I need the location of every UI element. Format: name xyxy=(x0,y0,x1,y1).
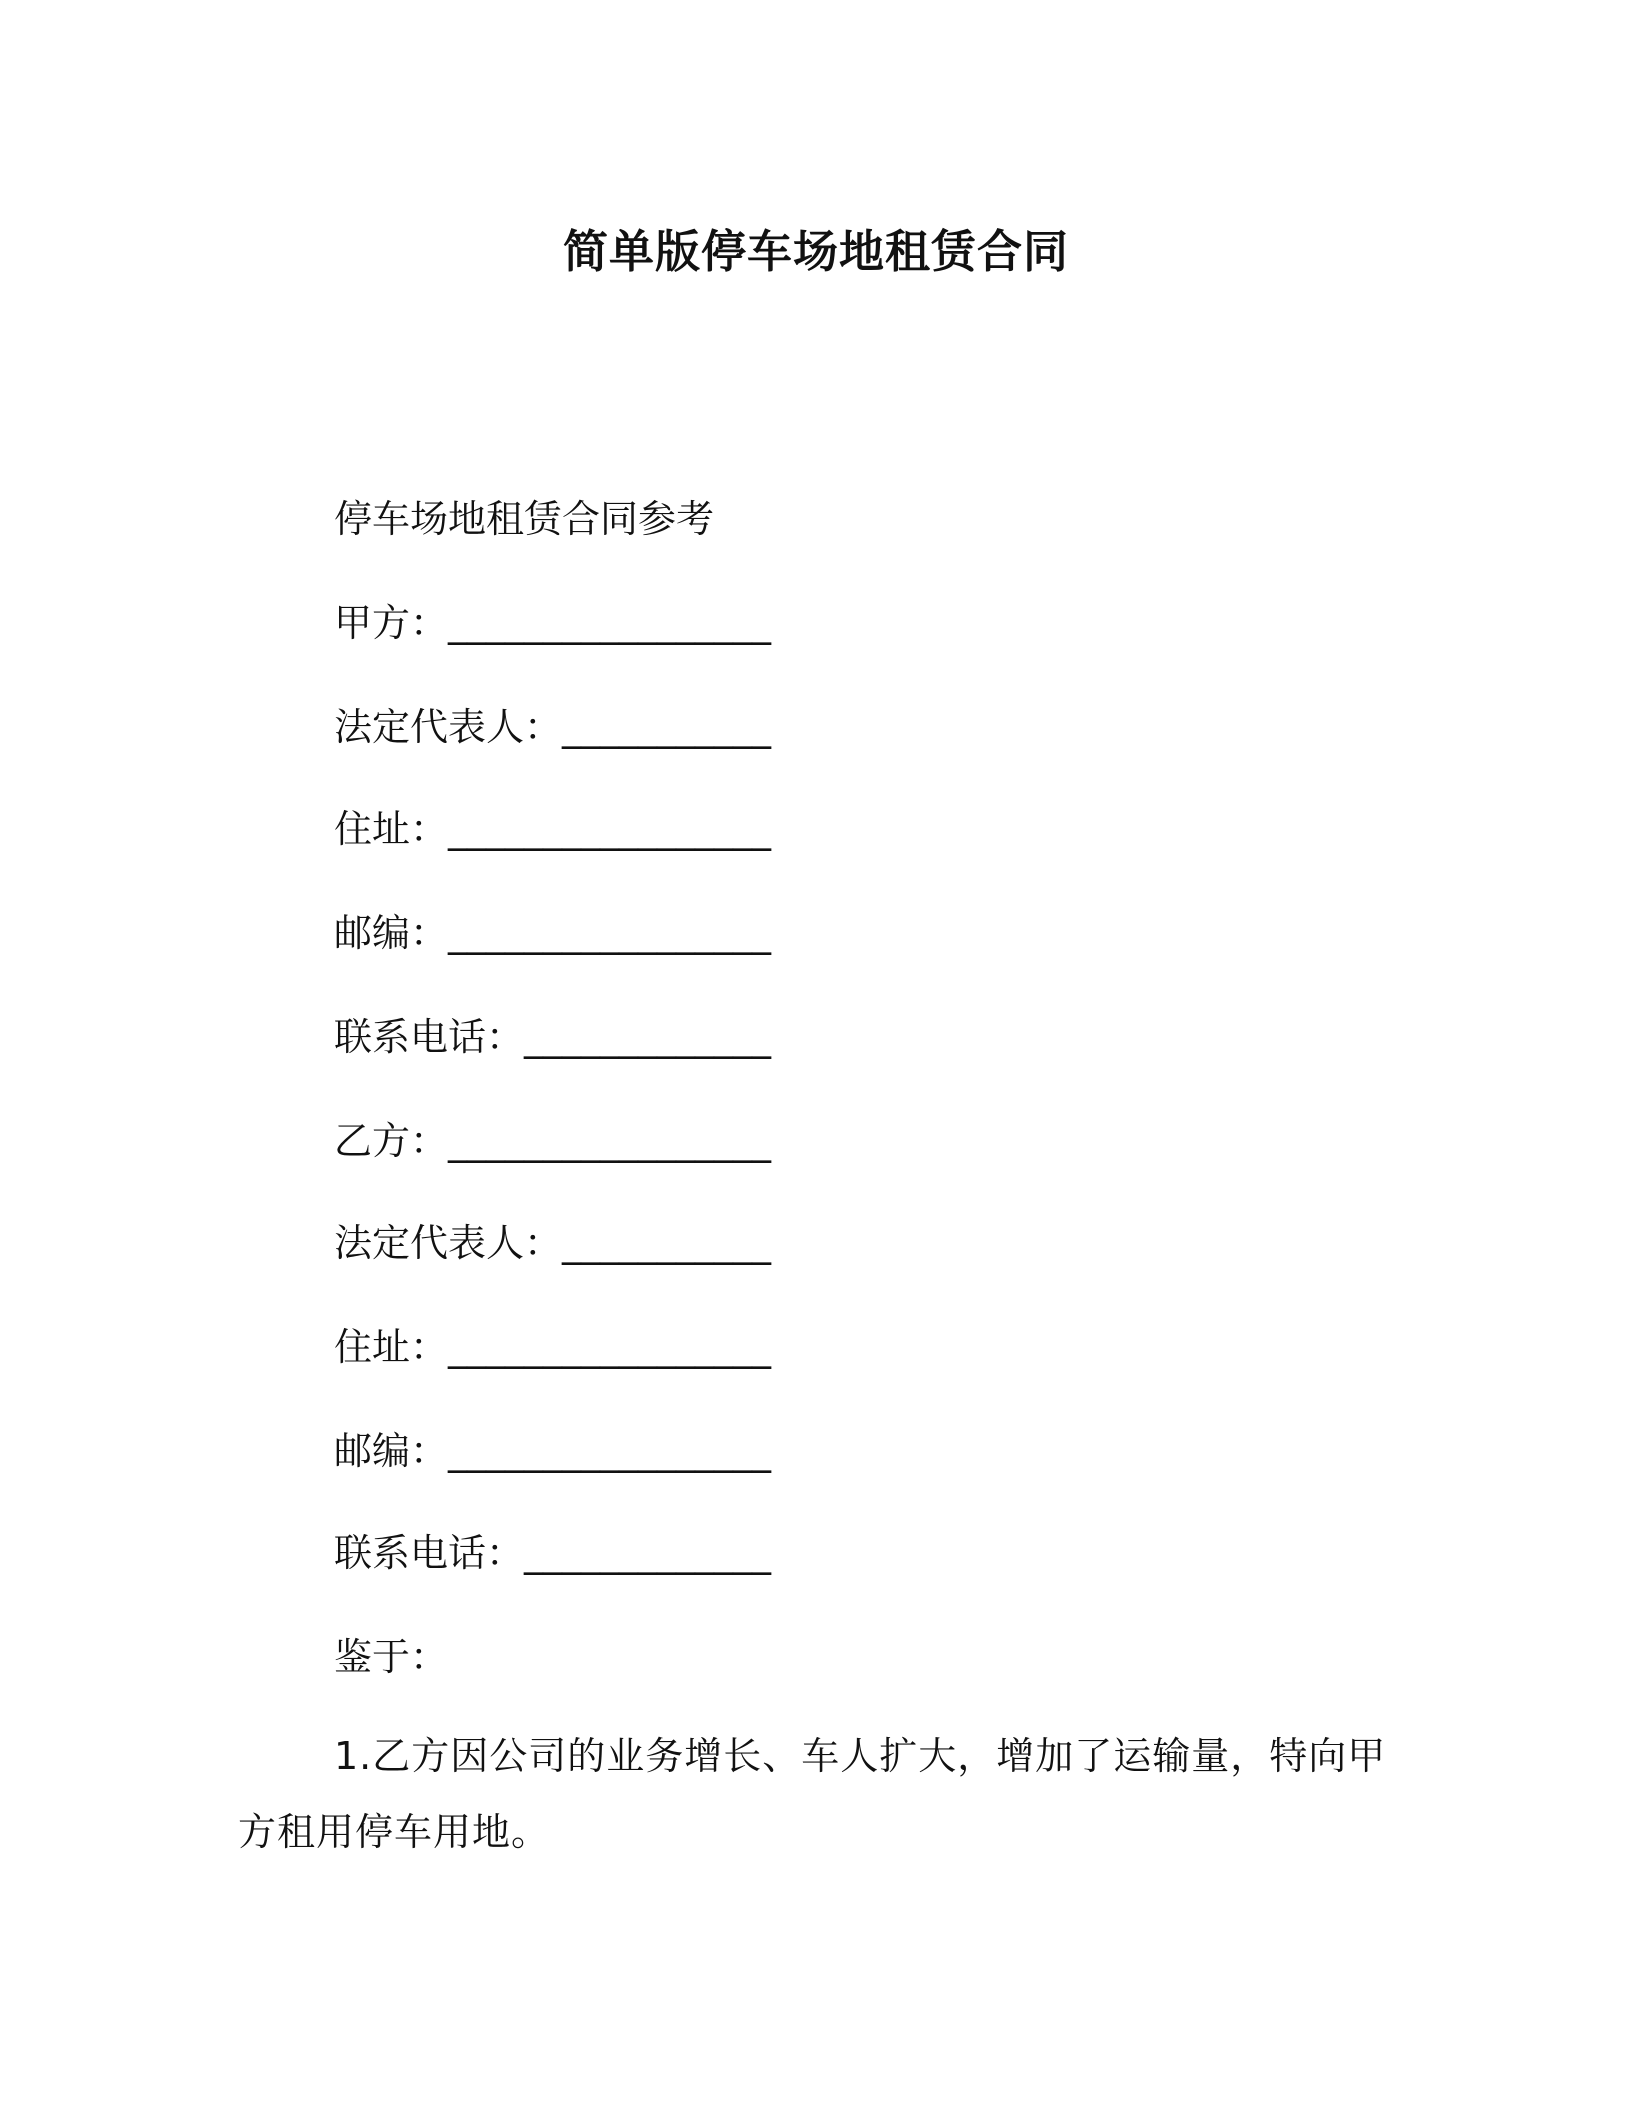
party-b-postcode-field: 邮编：_________________ xyxy=(334,1429,772,1473)
party-b-field: 乙方：_________________ xyxy=(334,1119,772,1163)
party-a-field: 甲方：_________________ xyxy=(334,601,772,645)
party-a-phone-field: 联系电话：_____________ xyxy=(334,1015,772,1059)
subtitle: 停车场地租赁合同参考 xyxy=(334,497,715,541)
party-b-legal-rep-field: 法定代表人：___________ xyxy=(334,1221,772,1265)
party-b-address-field: 住址：_________________ xyxy=(334,1325,772,1369)
party-a-address-field: 住址：_________________ xyxy=(334,807,772,851)
party-a-legal-rep-field: 法定代表人：___________ xyxy=(334,705,772,749)
whereas-heading: 鉴于： xyxy=(334,1635,449,1679)
party-b-phone-field: 联系电话：_____________ xyxy=(334,1531,772,1575)
document-title: 简单版停车场地租赁合同 xyxy=(562,225,1069,278)
party-a-postcode-field: 邮编：_________________ xyxy=(334,911,772,955)
clause-1-paragraph: 1.乙方因公司的业务增长、车人扩大，增加了运输量，特向甲方租用停车用地。 xyxy=(238,1734,1387,1854)
